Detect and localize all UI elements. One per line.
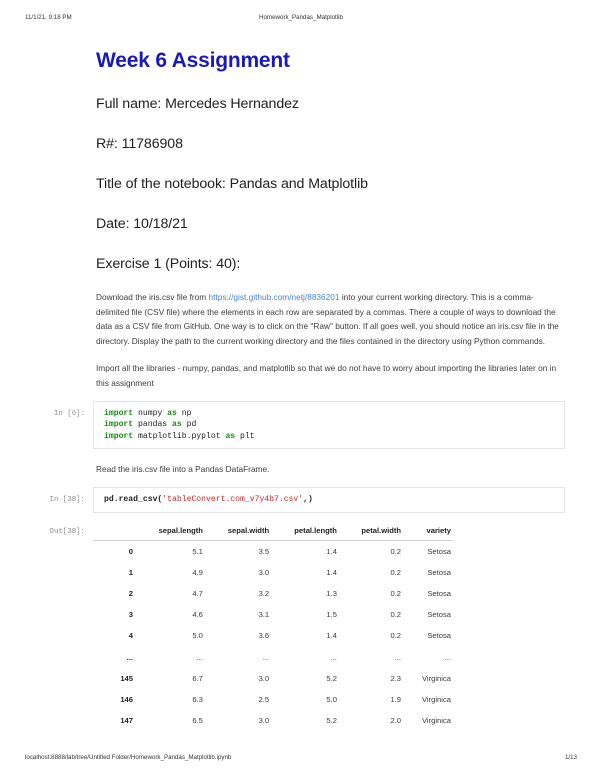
cell-petal-width: ... xyxy=(394,652,402,662)
cell-petal-width: 0.2 xyxy=(390,567,402,577)
code-text-imports xyxy=(104,408,556,443)
cell-sepal-length: 4.7 xyxy=(192,589,203,598)
dataframe-container xyxy=(93,524,565,732)
heading-notebook-title: Title of the notebook: Pandas and Matplotlib xyxy=(96,176,368,192)
heading-full-name: Full name: Mercedes Hernandez xyxy=(96,96,299,112)
cell-variety: Virginica xyxy=(422,694,451,704)
code-call-end: ,) xyxy=(303,494,313,504)
cell-index: 1 xyxy=(128,567,133,577)
cell-petal-length: 5.2 xyxy=(326,716,337,726)
cell-index: 3 xyxy=(128,610,133,620)
print-footer-page-number: 1/13 xyxy=(564,754,577,761)
code-tail-2: pd xyxy=(181,420,197,430)
cell-variety: Setosa xyxy=(427,567,451,577)
cell-sepal-width: 3.6 xyxy=(258,631,270,641)
table-row xyxy=(93,562,453,583)
cell-variety: Setosa xyxy=(427,546,451,556)
paragraph-download-instructions xyxy=(96,290,565,348)
cell-sepal-length: 5.1 xyxy=(192,546,203,556)
print-footer-url: localhost:8888/lab/tree/Untitled Folder/Homework_Pandas_Matplotlib.ipynb xyxy=(25,754,232,761)
cell-sepal-width: 3.2 xyxy=(258,589,270,598)
code-call-read-csv: pd.read_csv( xyxy=(104,494,163,504)
table-row xyxy=(93,604,453,625)
cell-petal-width: 1.9 xyxy=(390,694,402,704)
code-cell-imports[interactable] xyxy=(37,401,565,450)
cell-petal-width: 0.2 xyxy=(390,610,402,620)
column-header-sepal-width: sepal.width xyxy=(209,524,275,541)
cell-variety: Virginica xyxy=(422,716,451,726)
cell-variety: ... xyxy=(444,652,451,662)
keyword-as-3: as xyxy=(225,431,236,441)
cell-petal-length: ... xyxy=(330,652,337,662)
code-text-read-csv xyxy=(104,494,556,506)
table-row xyxy=(93,689,453,710)
keyword-import-2: import xyxy=(104,420,134,430)
dataframe-body xyxy=(93,540,453,731)
table-row xyxy=(93,668,453,689)
cell-sepal-length: ... xyxy=(196,652,203,662)
dataframe-head xyxy=(93,524,453,541)
heading-date: Date: 10/18/21 xyxy=(96,216,188,232)
table-row xyxy=(93,710,453,731)
output-prompt-38: Out[38]: xyxy=(49,527,85,536)
code-editor-imports[interactable] xyxy=(93,401,565,450)
input-prompt-6: In [6]: xyxy=(53,409,85,418)
input-prompt-38: In [38]: xyxy=(49,495,85,504)
dataframe-table xyxy=(93,524,453,732)
cell-petal-length: 1.4 xyxy=(326,567,337,577)
print-header xyxy=(0,14,602,26)
cell-variety: Setosa xyxy=(427,631,451,641)
cell-petal-width: 0.2 xyxy=(390,589,402,598)
cell-index: 147 xyxy=(120,716,133,726)
table-header-row xyxy=(93,524,453,541)
cell-petal-width: 2.3 xyxy=(390,673,402,683)
code-tail-3: plt xyxy=(235,431,255,441)
cell-sepal-length: 6.7 xyxy=(192,673,203,683)
table-row xyxy=(93,540,453,562)
cell-sepal-width: ... xyxy=(262,652,270,662)
cell-sepal-width: 3.1 xyxy=(258,610,270,620)
code-editor-read-csv[interactable] xyxy=(93,487,565,513)
column-header-petal-width: petal.width xyxy=(343,524,407,541)
table-row-ellipsis xyxy=(93,646,453,667)
cell-index: 146 xyxy=(120,694,133,704)
column-header-petal-length: petal.length xyxy=(275,524,343,541)
cell-sepal-length: 6.5 xyxy=(192,716,203,726)
cell-sepal-width: 3.0 xyxy=(258,716,270,726)
cell-index: 145 xyxy=(120,673,133,683)
cell-index: 0 xyxy=(128,546,133,556)
code-string-filename: 'tableConvert.com_v7y4b7.csv' xyxy=(162,494,304,504)
print-footer xyxy=(0,754,602,766)
paragraph-import-libraries: Import all the libraries - numpy, pandas, and matplotlib so that we do not have to worry about importing the libraries later on in this assignment xyxy=(96,363,557,388)
code-tail-1: np xyxy=(176,408,192,418)
print-header-title: Homework_Pandas_Matplotlib xyxy=(259,14,343,21)
cell-petal-width: 0.2 xyxy=(390,631,402,641)
cell-petal-length: 5.2 xyxy=(326,673,337,683)
paragraph-text-before-link: Download the iris.csv file from xyxy=(96,292,209,302)
cell-petal-length: 1.4 xyxy=(326,546,337,556)
code-cell-read-csv[interactable] xyxy=(37,487,565,513)
code-rest-3: matplotlib.pyplot xyxy=(133,431,226,441)
print-header-date: 11/1/21, 9:18 PM xyxy=(25,14,72,21)
cell-index: 4 xyxy=(128,631,133,641)
cell-index: ... xyxy=(126,652,133,662)
cell-sepal-width: 3.5 xyxy=(258,546,270,556)
cell-variety: Setosa xyxy=(427,610,451,620)
cell-petal-width: 2.0 xyxy=(390,716,402,726)
paragraph-read-iris: Read the iris.csv file into a Pandas DataFrame. xyxy=(96,464,270,475)
cell-index: 2 xyxy=(128,589,133,598)
heading-exercise-1: Exercise 1 (Points: 40): xyxy=(96,256,241,272)
keyword-as-1: as xyxy=(167,408,177,418)
cell-sepal-length: 5.0 xyxy=(192,631,203,641)
cell-sepal-length: 4.6 xyxy=(192,610,203,620)
keyword-import-3: import xyxy=(104,431,134,441)
gist-github-link[interactable]: https://gist.github.com/netj/8836201 xyxy=(208,292,340,302)
cell-petal-length: 1.3 xyxy=(326,589,337,598)
paragraph-text-after-link: into your current working directory. This is a comma-delimited file (CSV file) where the elements in each row are separated by a commas. There a couple of ways to download the data as a CSV file from GitHub. One way is to click on the "Raw" button. If all goes well, you should notice an iris.csv file in the directory. Display the path to the current working directory and the files contained in the directory using Python commands. xyxy=(96,292,559,346)
cell-petal-length: 1.4 xyxy=(326,631,337,641)
column-header-sepal-length: sepal.length xyxy=(139,524,209,541)
code-rest-2: pandas xyxy=(133,420,173,430)
column-header-index xyxy=(93,524,139,541)
notebook-page xyxy=(0,36,602,731)
cell-petal-width: 0.2 xyxy=(390,546,402,556)
cell-variety: Setosa xyxy=(427,589,451,598)
output-cell-dataframe xyxy=(37,524,565,732)
cell-sepal-length: 6.3 xyxy=(192,694,203,704)
cell-sepal-width: 2.5 xyxy=(258,694,270,704)
page-title: Week 6 Assignment xyxy=(96,49,290,72)
keyword-as-2: as xyxy=(172,420,182,430)
cell-sepal-width: 3.0 xyxy=(258,567,270,577)
heading-r-number: R#: 11786908 xyxy=(96,136,183,152)
keyword-import-1: import xyxy=(104,408,134,418)
cell-sepal-length: 4.9 xyxy=(192,567,203,577)
cell-petal-length: 1.5 xyxy=(326,610,337,620)
cell-petal-length: 5.0 xyxy=(326,694,337,704)
table-row xyxy=(93,625,453,646)
code-rest-1: numpy xyxy=(133,408,168,418)
table-row xyxy=(93,583,453,604)
cell-sepal-width: 3.0 xyxy=(258,673,270,683)
cell-variety: Virginica xyxy=(422,673,451,683)
column-header-variety: variety xyxy=(407,524,453,541)
